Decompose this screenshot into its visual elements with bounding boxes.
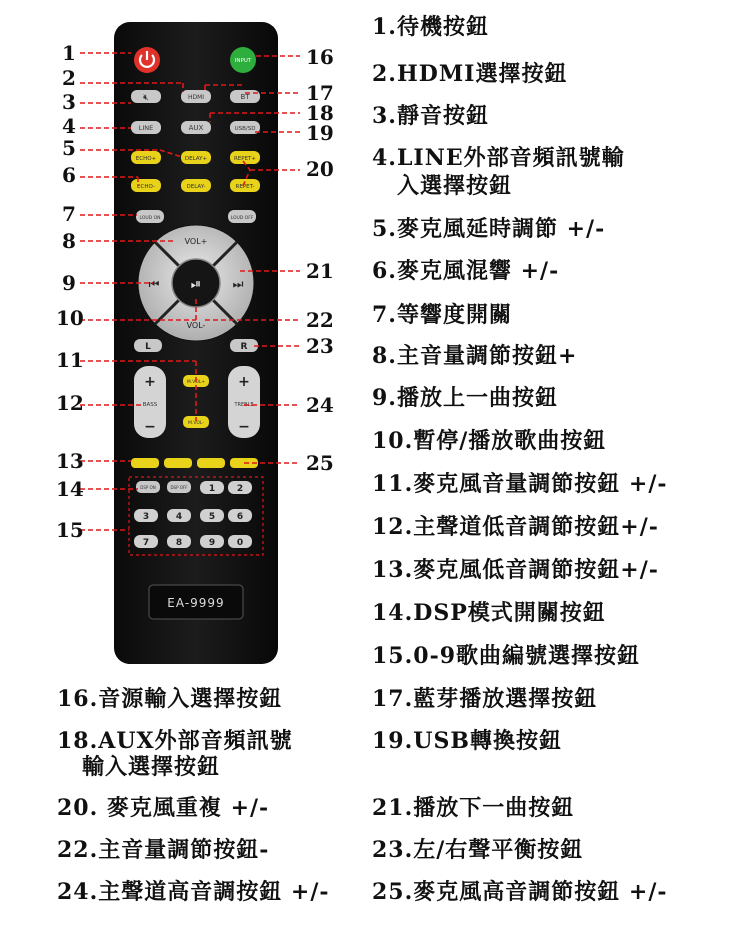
digit-1-label: 1 <box>208 484 216 494</box>
callout-number-20: 20 <box>306 157 334 181</box>
treble-minus-label: − <box>238 419 250 435</box>
repeat-minus-label: REPET- <box>235 184 255 190</box>
next-track-icon[interactable]: ⏭︎ <box>232 277 244 291</box>
legend-item-24: 24.主聲道高音調按鈕 +/- <box>57 879 330 905</box>
callout-number-18: 18 <box>306 101 334 125</box>
aux-label: AUX <box>188 124 204 132</box>
legend-item-4: 4.LINE外部音頻訊號輸 <box>372 145 625 171</box>
callout-number-22: 22 <box>306 308 334 332</box>
callout-number-23: 23 <box>306 334 334 358</box>
callout-number-21: 21 <box>306 259 334 283</box>
repeat-plus-label: REPET+ <box>233 156 257 162</box>
bass-minus-label: − <box>144 419 156 435</box>
digit-5-label: 5 <box>208 512 216 522</box>
loud-off-label: LOUD OFF <box>230 216 254 221</box>
legend-item-22: 22.主音量調節按鈕- <box>57 837 270 863</box>
legend-item-6: 6.麥克風混響 +/- <box>372 258 560 284</box>
treble-plus-label: + <box>238 374 250 390</box>
model-label: EA-9999 <box>167 596 225 610</box>
callout-number-9: 9 <box>62 271 76 295</box>
legend-item-18b: 輸入選擇按鈕 <box>82 754 221 780</box>
callout-number-16: 16 <box>306 45 334 69</box>
hdmi-label: HDMI <box>187 94 205 101</box>
digit-6-label: 6 <box>236 512 244 522</box>
digit-7-label: 7 <box>142 538 150 548</box>
legend-item-17: 17.藍芽播放選擇按鈕 <box>372 686 598 712</box>
digit-4-label: 4 <box>175 512 183 522</box>
play-pause-icon: ⏯︎ <box>190 277 202 292</box>
legend-item-4b: 入選擇按鈕 <box>397 173 513 199</box>
delay-minus-label: DELAY- <box>186 184 206 190</box>
treble-label: TREBLE <box>234 402 254 408</box>
usb-sd-label: USB/SD <box>234 126 256 132</box>
callout-number-6: 6 <box>62 163 76 187</box>
callout-number-8: 8 <box>62 229 76 253</box>
legend-item-3: 3.靜音按鈕 <box>372 103 489 129</box>
input-label: INPUT <box>234 58 252 64</box>
vol-minus-label[interactable]: VOL- <box>186 321 206 330</box>
loud-on-label: LOUD ON <box>139 216 161 221</box>
callout-number-25: 25 <box>306 451 334 475</box>
legend-item-9: 9.播放上一曲按鈕 <box>372 385 558 411</box>
legend-item-2: 2.HDMI選擇按鈕 <box>372 61 568 87</box>
legend-item-19: 19.USB轉換按鈕 <box>372 728 562 754</box>
digit-9-label: 9 <box>208 538 216 548</box>
legend-item-5: 5.麥克風延時調節 +/- <box>372 216 606 242</box>
legend-item-7: 7.等響度開關 <box>372 302 512 328</box>
legend-item-1: 1.待機按鈕 <box>372 14 489 40</box>
dsp-off-label: DSP OFF <box>170 485 188 490</box>
legend-item-14: 14.DSP模式開關按鈕 <box>372 600 606 626</box>
callout-number-5: 5 <box>62 136 76 160</box>
callout-number-12: 12 <box>56 391 84 415</box>
legend-item-16: 16.音源輸入選擇按鈕 <box>57 686 283 712</box>
delay-plus-label: DELAY+ <box>184 156 208 162</box>
callout-number-19: 19 <box>306 121 334 145</box>
mute-icon: 🔇︎ <box>143 93 149 103</box>
echo-plus-label: ECHO+ <box>135 156 157 162</box>
callout-number-11: 11 <box>56 348 84 372</box>
legend-item-15: 15.0-9歌曲編號選擇按鈕 <box>372 643 641 669</box>
callout-number-17: 17 <box>306 81 334 105</box>
mic-bass-minus-button[interactable] <box>164 458 192 468</box>
legend-item-25: 25.麥克風高音調節按鈕 +/- <box>372 879 668 905</box>
mic-vol-plus-label: M.VOL+ <box>186 380 206 385</box>
digit-2-label: 2 <box>236 484 244 494</box>
callout-number-2: 2 <box>62 66 76 90</box>
legend-item-8: 8.主音量調節按鈕+ <box>372 343 578 369</box>
callout-number-15: 15 <box>56 518 84 542</box>
callout-number-4: 4 <box>62 114 76 138</box>
digit-0-label: 0 <box>236 538 244 548</box>
legend-item-20: 20. 麥克風重複 +/- <box>57 795 270 821</box>
callout-number-13: 13 <box>56 449 84 473</box>
digit-3-label: 3 <box>142 512 150 522</box>
legend-item-23: 23.左/右聲平衡按鈕 <box>372 837 584 863</box>
legend-item-18: 18.AUX外部音頻訊號 <box>57 728 293 754</box>
line-label: LINE <box>138 124 154 132</box>
bt-label: BT <box>240 93 250 101</box>
callout-number-14: 14 <box>56 477 84 501</box>
callout-number-7: 7 <box>62 202 76 226</box>
callout-number-24: 24 <box>306 393 334 417</box>
callout-number-10: 10 <box>56 306 84 330</box>
bass-plus-label: + <box>144 374 156 390</box>
echo-minus-label: ECHO- <box>137 184 155 190</box>
mic-vol-minus-label: M.VOL- <box>188 421 204 426</box>
digit-8-label: 8 <box>175 538 183 548</box>
callout-number-3: 3 <box>62 90 76 114</box>
legend-item-11: 11.麥克風音量調節按鈕 +/- <box>372 471 668 497</box>
legend-item-12: 12.主聲道低音調節按鈕+/- <box>372 514 659 540</box>
callout-number-1: 1 <box>62 41 76 65</box>
mic-treble-plus-button[interactable] <box>197 458 225 468</box>
vol-plus-label[interactable]: VOL+ <box>184 237 208 246</box>
mic-bass-plus-button[interactable] <box>131 458 159 468</box>
balance-right-label: R <box>240 342 248 352</box>
legend-item-21: 21.播放下一曲按鈕 <box>372 795 575 821</box>
balance-left-label: L <box>145 342 151 352</box>
bass-label: BASS <box>142 402 158 408</box>
legend-item-13: 13.麥克風低音調節按鈕+/- <box>372 557 659 583</box>
previous-track-icon[interactable]: ⏮︎ <box>148 277 160 291</box>
dsp-on-label: DSP ON <box>140 485 156 490</box>
legend-item-10: 10.暫停/播放歌曲按鈕 <box>372 428 607 454</box>
